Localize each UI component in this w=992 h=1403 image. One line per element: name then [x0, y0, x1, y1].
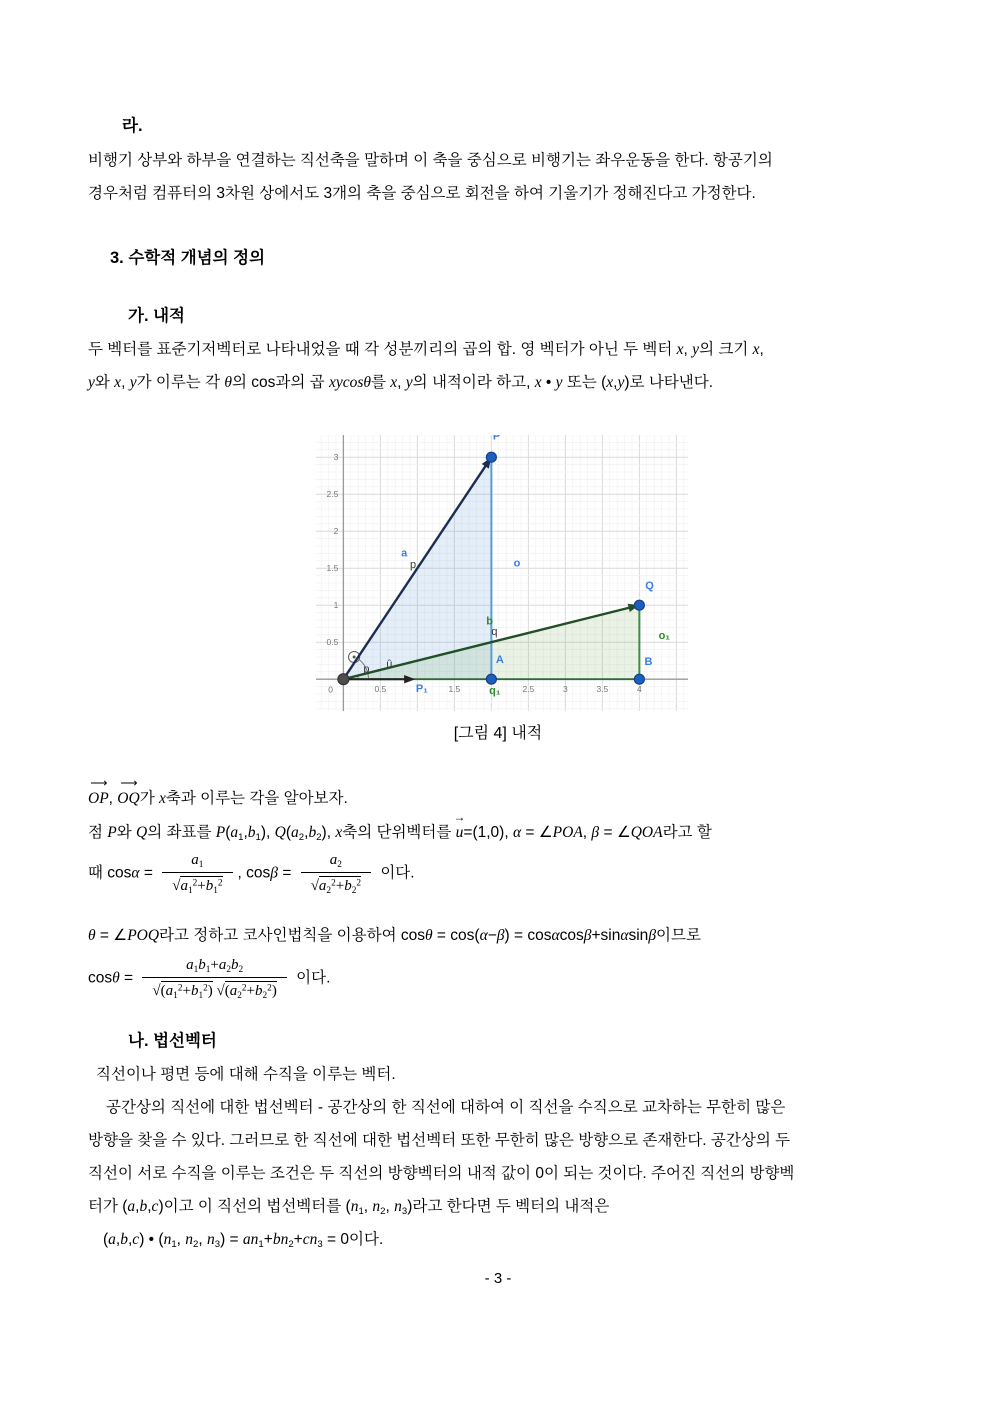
page-content	[88, 0, 908, 1287]
svg-text:3: 3	[563, 684, 568, 695]
paragraph-line: 직선이 서로 수직을 이루는 조건은 두 직선의 방향벡터의 내적 값이 0이 되는 것이다. 주어진 직선의 방향벡	[88, 1165, 795, 1182]
svg-text:o₁: o₁	[658, 630, 670, 643]
math-line-cos-theta: cosθ = $a_1b_1+a_2b_2$ √ $(a_1^2+b_1^2)$ √ $(a_2^2+b_2^2)$ 이다.	[88, 955, 908, 1002]
svg-text:4: 4	[637, 684, 642, 695]
svg-text:A: A	[495, 653, 504, 666]
paragraph-line: 터가 (a,b,c)이고 이 직선의 법선벡터를 ($n_1$, $n_2$, $n_3$)라고 한다면 두 벡터의 내적은	[88, 1198, 610, 1217]
svg-text:1.5: 1.5	[326, 563, 339, 574]
svg-text:1: 1	[333, 600, 339, 611]
svg-text:0.5: 0.5	[374, 684, 387, 695]
svg-text:3.5: 3.5	[596, 684, 609, 695]
paragraph-ga	[88, 333, 908, 399]
math-line-cosine-law: θ = ∠POQ라고 정하고 코사인법칙을 이용하여 cosθ = cos(α−β) = cosαcosβ+sinαsinβ이므로	[88, 926, 701, 944]
svg-text:a: a	[401, 547, 408, 560]
svg-text:0: 0	[328, 684, 334, 695]
svg-text:P₁: P₁	[415, 682, 428, 695]
heading-ra: 라.	[122, 117, 143, 135]
paragraph-line: y와 x, y가 이루는 각 θ의 cos과의 곱 xycosθ를 x, y의 내적이라 하고, x • y 또는 (x,y)로 나타낸다.	[88, 374, 714, 391]
heading-na-normal-vector: 나. 법선벡터	[128, 1032, 217, 1050]
svg-text:q₁: q₁	[489, 685, 501, 697]
svg-text:1.5: 1.5	[448, 684, 461, 695]
svg-text:2.5: 2.5	[326, 489, 339, 500]
svg-text:2: 2	[333, 526, 339, 537]
paragraph-line: 공간상의 직선에 대한 법선벡터 - 공간상의 한 직선에 대하여 이 직선을 수직으로 교차하는 무한히 많은	[106, 1099, 786, 1116]
paragraph-line: 경우처럼 컴퓨터의 3차원 상에서도 3개의 축을 중심으로 회전을 하여 기울기가 정해진다고 가정한다.	[88, 185, 756, 202]
paragraph-line: 방향을 찾을 수 있다. 그러므로 한 직선에 대한 법선벡터 또한 무한히 많은 방향으로 존재한다. 공간상의 두	[88, 1132, 791, 1149]
paragraph-axis	[88, 144, 908, 210]
page-number: - 3 -	[484, 1270, 512, 1287]
svg-text:p: p	[363, 663, 370, 676]
math-line-coordinates: 점 P와 Q의 좌표를 $P(a_1,b_1)$, $Q(a_2,b_2)$, x축의 단위벡터를 u →=(1,0), α = ∠POA, β = ∠QOA라고 할	[88, 820, 908, 842]
svg-text:3: 3	[333, 452, 339, 463]
svg-text:p: p	[409, 559, 417, 572]
svg-text:0.5: 0.5	[326, 637, 339, 648]
heading-section-3: 3. 수학적 개념의 정의	[110, 249, 266, 267]
normal-vector-equation: (a,b,c) • ($n_1$, $n_2$, $n_3) = an_1+bn_2+cn_3 = 0$이다.	[103, 1231, 384, 1250]
math-line-vectors-angle: OP ⟶, OQ ⟶가 x축과 이루는 각을 알아보자.	[88, 786, 908, 808]
paragraph-na	[88, 1058, 908, 1256]
paragraph-line: 두 벡터를 표준기저벡터로 나타내었을 때 각 성분끼리의 곱의 합. 영 벡터가 아닌 두 벡터 x, y의 크기 x,	[88, 341, 764, 358]
svg-text:o: o	[513, 557, 521, 570]
inner-product-figure	[316, 435, 688, 711]
svg-text:B: B	[644, 656, 653, 669]
svg-text:Q: Q	[645, 579, 654, 592]
svg-text:q: q	[491, 625, 498, 638]
svg-text:b: b	[486, 615, 493, 628]
svg-text:P: P	[492, 435, 501, 443]
paragraph-line: 직선이나 평면 등에 대해 수직을 이루는 벡터.	[96, 1066, 396, 1083]
math-line-cos-alpha-beta: 때 cosα = $a_1$ √ $a_1^2+b_1^2$ , cosβ = $a_2$ √ $a_2^2+b_2^2$ 이다.	[88, 850, 908, 897]
figure-wrapper	[316, 435, 688, 716]
svg-text:2.5: 2.5	[522, 684, 535, 695]
heading-ga-naejeok: 가. 내적	[128, 307, 185, 325]
figure-caption: [그림 4] 내적	[453, 725, 543, 742]
svg-text:û: û	[386, 658, 393, 671]
paragraph-line: 비행기 상부와 하부을 연결하는 직선축을 말하며 이 축을 중심으로 비행기는 좌우운동을 한다. 항공기의	[88, 152, 773, 169]
